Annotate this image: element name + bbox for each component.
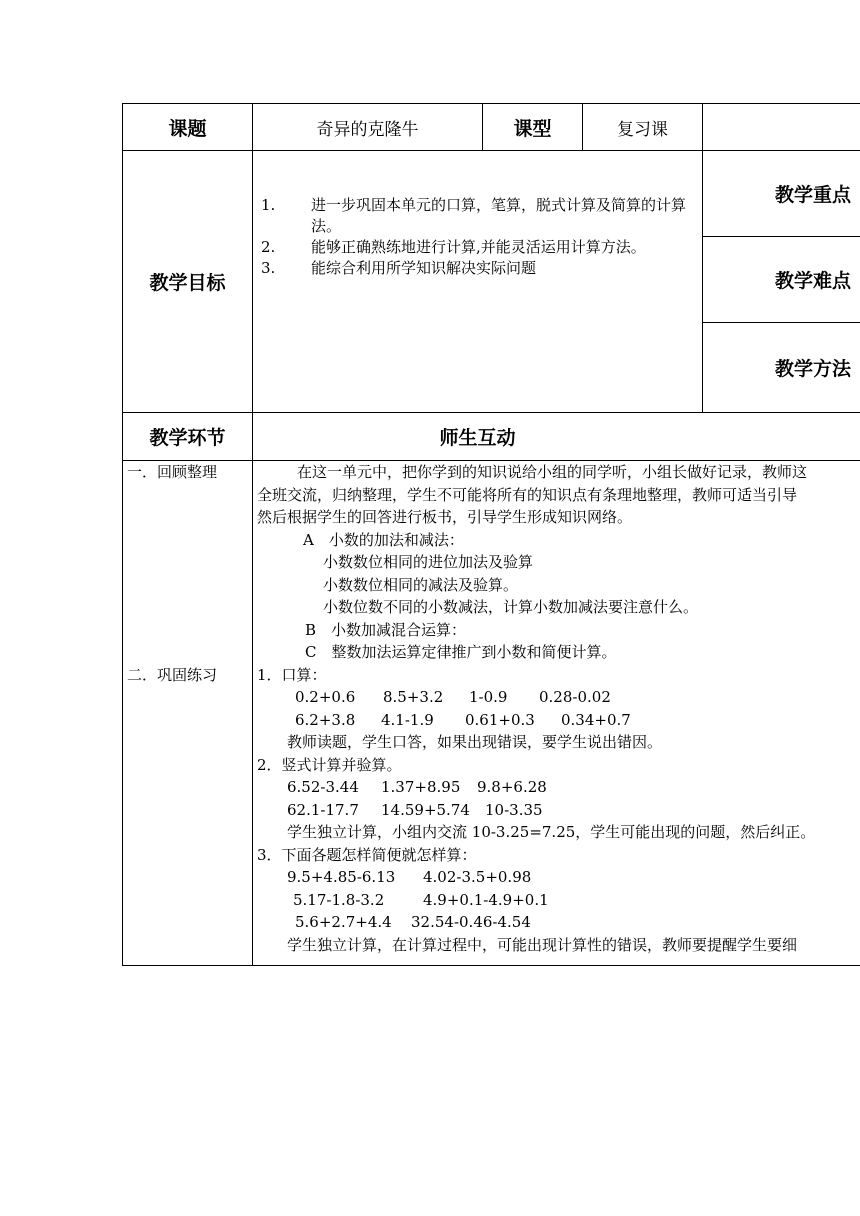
interaction-header: 师生互动 <box>253 413 860 461</box>
exercise-item: 32.54-0.46-4.54 <box>411 913 531 931</box>
process-body-row <box>123 461 860 966</box>
objective-number: 2. <box>261 238 276 256</box>
exercise-simple-title: 3．下面各题怎样简便就怎样算： <box>257 845 477 864</box>
interaction-content <box>253 461 860 966</box>
exercise-item: 9.5+4.85-6.13 <box>287 868 396 886</box>
exercise-row <box>257 686 860 709</box>
exercise-item: 5.17-1.8-3.2 <box>293 890 385 909</box>
objectives-row-1 <box>123 151 860 237</box>
exercise-oral-title: 1．口算： <box>257 665 327 684</box>
objective-item <box>261 258 702 279</box>
header-empty-cell <box>703 104 860 151</box>
exercise-item: 4.9+0.1-4.9+0.1 <box>423 890 549 909</box>
stage-header: 教学环节 <box>123 413 253 461</box>
type-value: 复习课 <box>583 104 703 151</box>
exercise-note: 学生独立计算，在计算过程中，可能出现计算性的错误，教师要提醒学生要细 <box>287 935 798 954</box>
exercise-row <box>257 911 860 934</box>
exercise-item: 4.02-3.5+0.98 <box>423 868 532 886</box>
stage-review: 一．回顾整理 <box>127 463 218 481</box>
exercise-note: 学生独立计算，小组内交流 10-3.25=7.25，学生可能出现的问题，然后纠正。 <box>287 823 816 841</box>
exercise-row <box>257 889 860 912</box>
section-c: C 整数加法运算定律推广到小数和简便计算。 <box>305 643 617 661</box>
section-a-item: 小数数位相同的进位加法及验算 <box>323 553 534 571</box>
type-label: 课型 <box>483 104 583 151</box>
topic-label: 课题 <box>123 104 253 151</box>
objectives-list <box>253 151 703 413</box>
exercise-item: 0.61+0.3 <box>465 710 535 729</box>
method-label: 教学方法 <box>703 323 860 413</box>
process-header-row <box>123 413 860 461</box>
section-a-item: 小数数位相同的减法及验算。 <box>323 575 519 594</box>
exercise-item: 4.1-1.9 <box>381 710 434 729</box>
section-b: B 小数加减混合运算： <box>305 620 467 639</box>
stage-practice: 二．巩固练习 <box>127 665 218 684</box>
exercise-item: 9.8+6.28 <box>477 778 547 796</box>
objective-text: 能够正确熟练地进行计算,并能灵活运用计算方法。 <box>311 238 646 256</box>
exercise-item: 0.28-0.02 <box>539 688 611 706</box>
exercise-note: 教师读题，学生口答，如果出现错误，要学生说出错因。 <box>287 733 663 751</box>
exercise-item: 6.52-3.44 <box>287 778 359 796</box>
exercise-row <box>257 776 860 799</box>
objective-number: 1. <box>261 196 276 214</box>
exercise-item: 14.59+5.74 <box>381 800 470 819</box>
exercise-item: 0.2+0.6 <box>295 688 356 706</box>
exercise-item: 1.37+8.95 <box>381 778 461 796</box>
exercise-item: 62.1-17.7 <box>287 800 359 819</box>
exercise-row <box>257 709 860 732</box>
exercise-item: 1-0.9 <box>469 688 508 706</box>
topic-value: 奇异的克隆牛 <box>253 104 483 151</box>
exercise-vertical-title: 2．竖式计算并验算。 <box>257 755 402 774</box>
exercise-item: 6.2+3.8 <box>295 710 356 729</box>
exercise-item: 10-3.35 <box>485 800 543 819</box>
stage-column <box>123 461 253 966</box>
difficulty-label: 教学难点 <box>703 237 860 323</box>
exercise-item: 8.5+3.2 <box>383 688 444 706</box>
exercise-item: 5.6+2.7+4.4 <box>295 913 392 931</box>
header-row <box>123 104 860 151</box>
objective-text: 能综合利用所学知识解决实际问题 <box>311 259 537 277</box>
lesson-plan-table <box>122 103 860 966</box>
objective-item <box>261 237 702 258</box>
paragraph-line: 全班交流，归纳整理，学生不可能将所有的知识点有条理地整理，教师可适当引导 <box>257 485 798 504</box>
objective-number: 3. <box>261 259 276 277</box>
exercise-row <box>257 866 860 889</box>
exercise-row <box>257 799 860 822</box>
objective-item <box>261 195 702 237</box>
objective-text: 进一步巩固本单元的口算，笔算，脱式计算及简算的计算法。 <box>311 196 687 235</box>
key-point-label: 教学重点 <box>703 151 860 237</box>
section-a-item: 小数位数不同的小数减法，计算小数加减法要注意什么。 <box>323 598 699 616</box>
section-a: A 小数的加法和减法： <box>303 530 464 549</box>
objectives-label: 教学目标 <box>123 151 253 413</box>
exercise-item: 0.34+0.7 <box>561 710 631 729</box>
paragraph-line: 在这一单元中，把你学到的知识说给小组的同学听，小组长做好记录，教师这 <box>297 463 808 481</box>
paragraph-line: 然后根据学生的回答进行板书，引导学生形成知识网络。 <box>257 508 633 526</box>
